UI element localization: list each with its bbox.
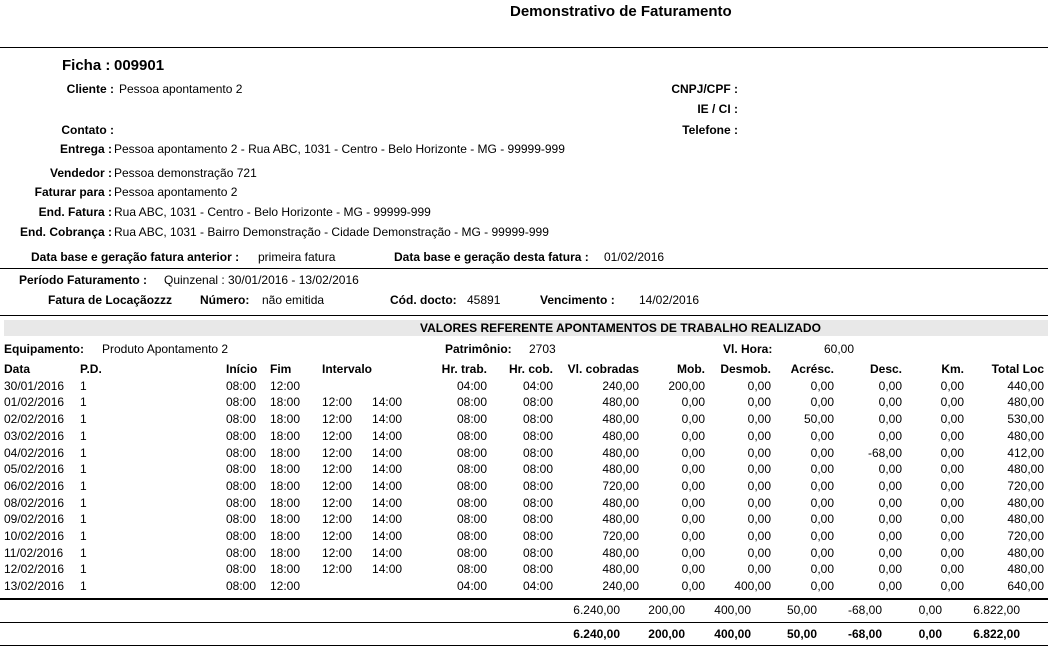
table-cell: 11/02/2016: [4, 545, 64, 560]
table-cell: 08:00: [456, 395, 488, 410]
table-cell: 09/02/2016: [4, 512, 65, 527]
table-cell: 0,00: [747, 395, 772, 410]
table-cell: 0,00: [940, 462, 965, 477]
table-cell: 0,00: [747, 529, 772, 544]
table-cell: 0,00: [810, 462, 835, 477]
table-cell: 14:00: [372, 445, 403, 460]
table-cell: 12:00: [322, 512, 353, 527]
total-value: 6.240,00: [573, 627, 620, 641]
table-cell: 480,00: [1007, 545, 1045, 560]
table-cell: 14:00: [372, 562, 403, 577]
fatura-label: Fatura de Locaçãozzz: [48, 293, 173, 307]
table-cell: 12:00: [322, 395, 353, 410]
table-cell: 08:00: [226, 378, 257, 393]
vendedor-value: Pessoa demonstração 721: [114, 166, 257, 180]
table-cell: 640,00: [1007, 579, 1045, 594]
report-title: Demonstrativo de Faturamento: [510, 3, 732, 20]
table-row: [4, 528, 1044, 545]
table-cell: 18:00: [270, 562, 301, 577]
entrega-value: Pessoa apontamento 2 - Rua ABC, 1031 - Centro - Belo Horizonte - MG - 99999-999: [114, 142, 565, 156]
cliente-value: Pessoa apontamento 2: [119, 82, 243, 96]
table-row: [4, 545, 1044, 562]
table-cell: 0,00: [810, 562, 835, 577]
bottom-line: [0, 645, 1048, 646]
table-cell: 412,00: [1007, 445, 1045, 460]
table-cell: 0,00: [940, 478, 965, 493]
vlhora-label: Vl. Hora:: [723, 342, 773, 356]
table-cell: 0,00: [810, 529, 835, 544]
base-atual-value: 01/02/2016: [604, 250, 665, 264]
fatura-numero-label: Número:: [200, 293, 250, 307]
table-cell: 1: [80, 445, 87, 460]
column-header: Vl. cobradas: [567, 362, 640, 376]
table-cell: 0,00: [940, 495, 965, 510]
table-cell: 12:00: [322, 462, 353, 477]
table-cell: 12:00: [322, 428, 353, 443]
column-header: Intervalo: [322, 362, 373, 376]
table-cell: 08:00: [226, 462, 257, 477]
table-cell: 0,00: [940, 412, 965, 427]
base-divider: [0, 268, 1048, 269]
table-cell: 1: [80, 529, 87, 544]
total-value: -68,00: [847, 603, 882, 617]
table-row: [4, 461, 1044, 478]
total-value: -68,00: [847, 627, 882, 641]
table-cell: 720,00: [602, 478, 640, 493]
column-header: Mob.: [677, 362, 706, 376]
table-cell: 480,00: [602, 395, 640, 410]
table-cell: 0,00: [810, 378, 835, 393]
table-cell: 04/02/2016: [4, 445, 65, 460]
table-cell: -68,00: [867, 445, 903, 460]
column-header: Acrésc.: [790, 362, 835, 376]
table-cell: 18:00: [270, 495, 301, 510]
apontamentos-table: [4, 361, 1044, 595]
column-header: Total Loc: [991, 362, 1045, 376]
table-cell: 0,00: [940, 579, 965, 594]
table-cell: 480,00: [602, 512, 640, 527]
periodo-value: Quinzenal : 30/01/2016 - 13/02/2016: [164, 273, 359, 287]
table-cell: 12:00: [322, 478, 353, 493]
table-cell: 480,00: [602, 545, 640, 560]
column-header: Hr. cob.: [509, 362, 554, 376]
table-cell: 0,00: [681, 495, 706, 510]
table-cell: 18:00: [270, 412, 301, 427]
end-cobranca-label: End. Cobrança :: [19, 225, 112, 239]
table-cell: 14:00: [372, 412, 403, 427]
table-cell: 0,00: [747, 412, 772, 427]
table-cell: 0,00: [940, 562, 965, 577]
table-cell: 0,00: [747, 428, 772, 443]
table-cell: 08:00: [522, 395, 554, 410]
table-cell: 18:00: [270, 529, 301, 544]
table-cell: 0,00: [747, 562, 772, 577]
table-row: [4, 495, 1044, 512]
table-cell: 08:00: [226, 512, 257, 527]
table-cell: 0,00: [878, 545, 903, 560]
table-cell: 0,00: [747, 462, 772, 477]
table-cell: 0,00: [940, 529, 965, 544]
table-cell: 12:00: [270, 378, 301, 393]
table-cell: 12:00: [270, 579, 301, 594]
total-line: [0, 622, 1048, 623]
table-cell: 12:00: [322, 562, 353, 577]
column-header: Km.: [941, 362, 965, 376]
table-cell: 0,00: [747, 378, 772, 393]
table-cell: 08:00: [226, 529, 257, 544]
table-cell: 08:00: [456, 495, 488, 510]
table-cell: 480,00: [602, 562, 640, 577]
table-cell: 240,00: [602, 579, 640, 594]
faturar-para-value: Pessoa apontamento 2: [114, 185, 238, 199]
table-row: [4, 428, 1044, 445]
table-cell: 480,00: [1007, 462, 1045, 477]
table-row: [4, 394, 1044, 411]
patrimonio-label: Patrimônio:: [445, 342, 512, 356]
table-cell: 1: [80, 478, 87, 493]
table-cell: 05/02/2016: [4, 462, 65, 477]
table-cell: 1: [80, 378, 87, 393]
table-cell: 480,00: [1007, 395, 1045, 410]
base-atual-label: Data base e geração desta fatura :: [394, 250, 589, 264]
table-cell: 720,00: [1007, 529, 1045, 544]
table-cell: 0,00: [810, 495, 835, 510]
title-divider: [0, 47, 1048, 48]
table-cell: 0,00: [810, 395, 835, 410]
table-cell: 14:00: [372, 495, 403, 510]
contato-label: Contato :: [61, 123, 114, 137]
table-cell: 1: [80, 395, 87, 410]
total-value: 0,00: [918, 603, 942, 617]
table-cell: 18:00: [270, 462, 301, 477]
table-cell: [322, 578, 372, 595]
table-cell: 0,00: [681, 412, 706, 427]
total-value: 0,00: [918, 627, 942, 641]
table-row: [4, 578, 1044, 595]
table-cell: 480,00: [602, 412, 640, 427]
table-cell: 0,00: [681, 529, 706, 544]
periodo-label: Período Faturamento :: [19, 273, 148, 287]
table-cell: 0,00: [747, 545, 772, 560]
ficha-number: 009901: [114, 57, 165, 74]
column-header: Fim: [270, 362, 292, 376]
table-cell: 01/02/2016: [4, 395, 65, 410]
table-cell: 14:00: [372, 395, 403, 410]
table-cell: [372, 578, 416, 595]
table-cell: 08:00: [522, 428, 554, 443]
table-cell: 1: [80, 512, 87, 527]
table-cell: 0,00: [747, 495, 772, 510]
entrega-label: Entrega :: [59, 142, 112, 156]
table-cell: 0,00: [810, 428, 835, 443]
table-cell: 08:00: [522, 545, 554, 560]
table-cell: 18:00: [270, 512, 301, 527]
table-cell: 04:00: [456, 579, 488, 594]
table-cell: 0,00: [681, 579, 706, 594]
table-cell: 440,00: [1007, 378, 1045, 393]
vencimento-label: Vencimento :: [540, 293, 615, 307]
table-cell: 720,00: [1007, 478, 1045, 493]
table-cell: 08:00: [522, 529, 554, 544]
table-cell: 08:00: [522, 512, 554, 527]
section-title: VALORES REFERENTE APONTAMENTOS DE TRABALHO REALIZADO: [420, 321, 821, 335]
faturar-para-label: Faturar para :: [34, 185, 112, 199]
column-header: Desmob.: [720, 362, 772, 376]
table-cell: 12:00: [322, 412, 353, 427]
table-cell: 0,00: [681, 395, 706, 410]
section-top-line: [0, 315, 1048, 316]
table-row: [4, 445, 1044, 462]
table-cell: 0,00: [681, 478, 706, 493]
table-cell: 0,00: [878, 579, 903, 594]
table-cell: 0,00: [810, 545, 835, 560]
table-cell: 18:00: [270, 445, 301, 460]
table-row: [4, 561, 1044, 578]
vencimento-value: 14/02/2016: [639, 293, 700, 307]
table-cell: 0,00: [878, 562, 903, 577]
table-cell: 0,00: [940, 428, 965, 443]
table-cell: 0,00: [878, 478, 903, 493]
table-row: [4, 378, 1044, 395]
table-cell: 08:00: [522, 495, 554, 510]
table-cell: 0,00: [878, 529, 903, 544]
table-cell: 0,00: [810, 579, 835, 594]
table-cell: 0,00: [878, 395, 903, 410]
equip-label: Equipamento:: [4, 342, 84, 356]
table-cell: 18:00: [270, 545, 301, 560]
table-cell: 0,00: [878, 462, 903, 477]
table-cell: 08:00: [456, 478, 488, 493]
table-cell: 14:00: [372, 545, 403, 560]
table-cell: 08:00: [456, 428, 488, 443]
table-header-row: [4, 361, 1044, 378]
table-cell: 0,00: [878, 412, 903, 427]
table-cell: 08:00: [226, 478, 257, 493]
table-cell: 480,00: [602, 428, 640, 443]
table-cell: 12/02/2016: [4, 562, 65, 577]
column-header: Hr. trab.: [441, 362, 488, 376]
total-value: 50,00: [786, 603, 817, 617]
total-value: 50,00: [786, 627, 817, 641]
table-cell: 04:00: [456, 378, 488, 393]
table-cell: 1: [80, 562, 87, 577]
table-cell: 08:00: [456, 462, 488, 477]
table-cell: 200,00: [668, 378, 706, 393]
table-cell: 0,00: [940, 445, 965, 460]
table-cell: 480,00: [1007, 495, 1045, 510]
table-cell: 480,00: [1007, 562, 1045, 577]
table-cell: 1: [80, 428, 87, 443]
table-cell: 0,00: [878, 378, 903, 393]
table-cell: 1: [80, 412, 87, 427]
table-cell: 1: [80, 579, 87, 594]
table-cell: 08:00: [226, 445, 257, 460]
table-cell: 08:00: [522, 562, 554, 577]
table-cell: 12:00: [322, 529, 353, 544]
table-cell: 04:00: [522, 378, 554, 393]
table-cell: 18:00: [270, 395, 301, 410]
table-cell: [372, 378, 416, 395]
total-value: 6.240,00: [573, 603, 620, 617]
table-cell: 0,00: [681, 462, 706, 477]
column-header: [372, 361, 416, 378]
table-cell: 400,00: [734, 579, 772, 594]
table-cell: 0,00: [681, 562, 706, 577]
table-cell: 0,00: [878, 495, 903, 510]
table-cell: 08:00: [456, 512, 488, 527]
table-cell: 0,00: [940, 545, 965, 560]
table-cell: [322, 378, 372, 395]
table-cell: 08:00: [226, 545, 257, 560]
table-cell: 1: [80, 545, 87, 560]
table-cell: 18:00: [270, 428, 301, 443]
docto-value: 45891: [467, 293, 501, 307]
base-anterior-label: Data base e geração fatura anterior :: [31, 250, 240, 264]
total-value: 400,00: [714, 627, 751, 641]
total-value: 400,00: [714, 603, 751, 617]
end-fatura-value: Rua ABC, 1031 - Centro - Belo Horizonte - MG - 99999-999: [114, 205, 431, 219]
table-cell: 530,00: [1007, 412, 1045, 427]
table-cell: 240,00: [602, 378, 640, 393]
cliente-label: Cliente :: [66, 82, 114, 96]
total-value: 6.822,00: [973, 603, 1020, 617]
table-cell: 14:00: [372, 428, 403, 443]
table-cell: 0,00: [747, 445, 772, 460]
table-cell: 08:00: [226, 579, 257, 594]
table-cell: 0,00: [810, 478, 835, 493]
table-cell: 0,00: [940, 395, 965, 410]
table-cell: 0,00: [940, 512, 965, 527]
table-cell: 02/02/2016: [4, 412, 65, 427]
table-cell: 12:00: [322, 545, 353, 560]
table-cell: 13/02/2016: [4, 579, 65, 594]
vendedor-label: Vendedor :: [49, 166, 112, 180]
column-header: P.D.: [80, 362, 102, 376]
table-cell: 0,00: [747, 512, 772, 527]
total-value: 6.822,00: [973, 627, 1020, 641]
subtotal-line: [0, 598, 1048, 600]
table-cell: 08:00: [456, 562, 488, 577]
equip-value: Produto Apontamento 2: [102, 342, 229, 356]
telefone-label: Telefone :: [682, 123, 738, 137]
table-cell: 50,00: [803, 412, 835, 427]
table-cell: 0,00: [681, 545, 706, 560]
table-cell: 08:00: [456, 529, 488, 544]
table-cell: 480,00: [602, 445, 640, 460]
table-cell: 08:00: [226, 495, 257, 510]
table-cell: 0,00: [810, 512, 835, 527]
table-cell: 0,00: [878, 428, 903, 443]
table-cell: 08:00: [226, 395, 257, 410]
table-cell: 08:00: [522, 445, 554, 460]
table-cell: 03/02/2016: [4, 428, 65, 443]
total-value: 200,00: [648, 627, 685, 641]
table-cell: 480,00: [1007, 428, 1045, 443]
ficha-label: Ficha :: [62, 57, 111, 74]
table-cell: 14:00: [372, 512, 403, 527]
table-cell: 08:00: [522, 462, 554, 477]
table-cell: 14:00: [372, 529, 403, 544]
end-cobranca-value: Rua ABC, 1031 - Bairro Demonstração - Cidade Demonstração - MG - 99999-999: [114, 225, 549, 239]
table-cell: 08:00: [226, 412, 257, 427]
end-fatura-label: End. Fatura :: [38, 205, 112, 219]
table-cell: 14:00: [372, 462, 403, 477]
table-cell: 30/01/2016: [4, 378, 65, 393]
table-row: [4, 411, 1044, 428]
table-cell: 08:00: [456, 412, 488, 427]
table-cell: 0,00: [747, 478, 772, 493]
table-cell: 0,00: [681, 512, 706, 527]
table-cell: 12:00: [322, 495, 353, 510]
table-cell: 08:00: [522, 412, 554, 427]
table-cell: 18:00: [270, 478, 301, 493]
table-cell: 08:00: [456, 445, 488, 460]
table-cell: 0,00: [681, 445, 706, 460]
table-cell: 720,00: [602, 529, 640, 544]
docto-label: Cód. docto:: [390, 293, 457, 307]
table-cell: 08:00: [522, 478, 554, 493]
table-cell: 480,00: [602, 495, 640, 510]
table-cell: 1: [80, 462, 87, 477]
table-cell: 0,00: [681, 428, 706, 443]
table-cell: 0,00: [940, 378, 965, 393]
table-cell: 14:00: [372, 478, 403, 493]
table-cell: 08:00: [226, 562, 257, 577]
table-cell: 480,00: [602, 462, 640, 477]
column-header: Desc.: [869, 362, 903, 376]
column-header: Data: [4, 362, 31, 376]
total-value: 200,00: [648, 603, 685, 617]
table-cell: 08:00: [226, 428, 257, 443]
table-cell: 08:00: [456, 545, 488, 560]
table-cell: 06/02/2016: [4, 478, 65, 493]
table-cell: 480,00: [1007, 512, 1045, 527]
table-cell: 08/02/2016: [4, 495, 65, 510]
table-row: [4, 478, 1044, 495]
table-cell: 10/02/2016: [4, 529, 65, 544]
fatura-numero-value: não emitida: [262, 293, 325, 307]
table-cell: 04:00: [522, 579, 554, 594]
table-cell: 0,00: [878, 512, 903, 527]
table-cell: 1: [80, 495, 87, 510]
table-row: [4, 511, 1044, 528]
table-cell: 12:00: [322, 445, 353, 460]
ie-label: IE / CI :: [697, 102, 738, 116]
patrimonio-value: 2703: [529, 342, 556, 356]
table-cell: 0,00: [810, 445, 835, 460]
cnpj-label: CNPJ/CPF :: [671, 82, 738, 96]
base-anterior-value: primeira fatura: [258, 250, 336, 264]
vlhora-value: 60,00: [824, 342, 855, 356]
column-header: Início: [226, 362, 258, 376]
